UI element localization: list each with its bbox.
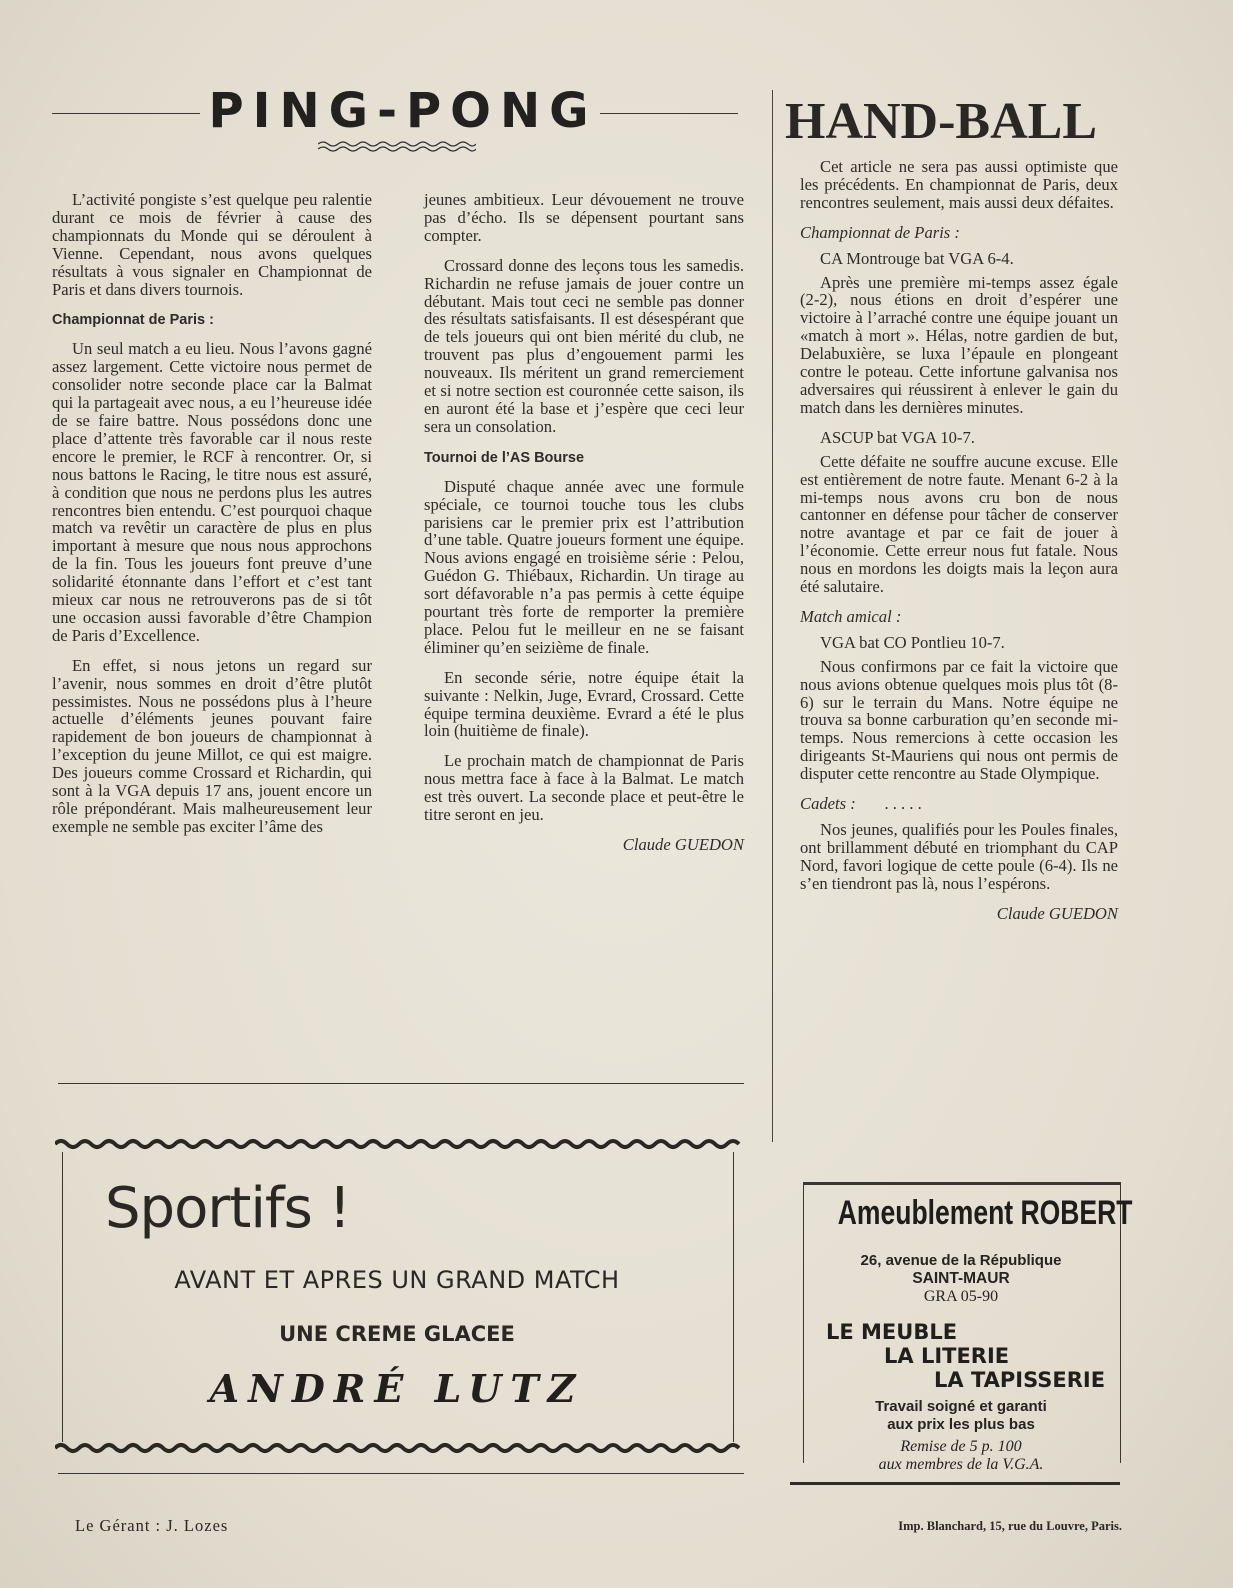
ad-item: LE MEUBLE [826, 1320, 958, 1344]
wave-ornament [318, 140, 476, 154]
ad-brand: ANDRÉ LUTZ [209, 1366, 585, 1411]
section-heading [800, 795, 1118, 813]
pingpong-column-2 [424, 191, 744, 866]
section-heading [800, 608, 1118, 626]
pingpong-column-1 [52, 191, 372, 848]
paragraph: Crossard donne des leçons tous les samedis. Richardin ne refuse jamais de jouer contre un débutant. Mais tout ceci ne semble pas donner des résultats satisfaisants. Il est désespérant que de tels joueurs qui ont bien mérité du club, ne trouvent pas plus d’engouement parmi les nouveaux. Ils méritent un grand remerciement et si notre section est couronnée cette saison, ils en auront été la base et j’espère que ceci leur sera un consolation. [424, 255, 744, 436]
heading-dots: . . . . . [884, 794, 923, 814]
author-signature: Claude GUEDON [622, 835, 744, 854]
match-result: VGA bat CO Pontlieu 10-7. [820, 632, 1005, 652]
footer-imprimeur: Imp. Blanchard, 15, rue du Louvre, Paris. [898, 1519, 1122, 1533]
ad-item: LA TAPISSERIE [934, 1368, 1106, 1392]
paragraph: En seconde série, notre équipe était la suivante : Nelkin, Juge, Evrard, Crossard. Cette équipe termina deuxième. Evrard a été le plus loin (huitième de finale). [424, 667, 744, 741]
section-divider [58, 1083, 744, 1084]
pingpong-title: PING-PONG [208, 83, 598, 139]
column-divider [772, 90, 773, 1142]
ad-robert-base-rule [790, 1482, 1120, 1485]
section-heading: Tournoi de l’AS Bourse [424, 449, 585, 466]
paragraph: Cette défaite ne souffre aucune excuse. Elle est entièrement de notre faute. Menant 6-2 à la mi-temps nous avons cru bon de nous cantonner en défense pour tâcher de conserver notre avantage et par ce fait de jouer à l’économie. Cette erreur nous fut fatale. Nous nous en mordons les doigts mais la leçon aura été salutaire. [800, 451, 1118, 597]
ad-item: LA LITERIE [884, 1344, 1010, 1368]
section-heading: Championnat de Paris : [800, 222, 960, 242]
paragraph: Nos jeunes, qualifiés pour les Poules finales, ont brillamment débuté en triomphant du CAP Nord, favori logique de cette poule (6-4). Ils ne s’en tiendront pas là, nous l’espérons. [800, 820, 1118, 893]
match-result: ASCUP bat VGA 10-7. [820, 427, 975, 447]
ad-discount-members: aux membres de la V.G.A. [878, 1456, 1044, 1473]
paragraph: Nous confirmons par ce fait la victoire que nous avions obtenue quelques mois plus tôt (8-6) sur le terrain du Mans. Notre équipe ne trouva sa bonne carburation qu’en seconde mi-temps. Nous remercions à cette occasion les dirigeants St-Mauriens qui nous ont permis de disputer cette rencontre au Stade Olympique. [800, 656, 1118, 784]
section-heading: Championnat de Paris : [52, 312, 214, 329]
ad-phone: GRA 05-90 [923, 1288, 999, 1305]
paragraph: En effet, si nous jetons un regard sur l’avenir, nous sommes en droit d’être plutôt pessimistes. Nous ne possédons plus à l’heure actuelle d’éléments jeunes pouvant faire rapidement de bon joueurs de championnat à l’exception du jeune Millot, ce qui est maigre. Des joueurs comme Crossard et Richardin, qui sont à la VGA depuis 17 ans, jouent encore un rôle prépondérant. Mais malheureusement leur exemple ne semble pas exciter l’âme des [52, 655, 372, 836]
ad-border-top [55, 1136, 745, 1152]
ad-city: SAINT-MAUR [912, 1270, 1010, 1287]
ad-robert-title: Ameublement ROBERT [837, 1194, 1133, 1232]
paragraph: Disputé chaque année avec une formule spéciale, ce tournoi touche tous les clubs parisiens car le premier prix est l’attribution d’une table. Quatre joueurs forment une équipe. Nous avions engagé en troisième série : Pelou, Guédon G. Thiébaux, Richardin. Un tirage au sort défavorable n’a pas permis à cette équipe pourtant très forte de remporter la première place. Pelou fut le meilleur en ne se faisant éliminer qu’en seizième de finale. [424, 476, 744, 657]
handball-title: HAND-BALL [785, 93, 1098, 150]
author-signature: Claude GUEDON [996, 903, 1118, 923]
section-heading-text: Match amical : [800, 606, 902, 626]
ad-address: 26, avenue de la République [860, 1252, 1062, 1269]
paragraph: Un seul match a eu lieu. Nous l’avons gagné assez largement. Cette victoire nous permet de consolider notre seconde place car la Balmat qui la partageait avec nous, a eu l’heureuse idée de se faire battre. Nous possédons donc une place d’attente très favorable car il nous reste encore le premier, le RCF à rencontrer. Or, si nous battons le Racing, le titre nous est assuré, à condition que nous ne perdons plus les autres rencontres bien entendu. C’est pourquoi chaque match va revêtir un caractère de plus en plus important à mesure que nous nous approchons de la fin. Tous les joueurs font preuve d’une solidarité étonnante dans l’effort et c’est tant mieux car nous ne retrouverons pas de si tôt une occasion aussi favorable d’être Champion de Paris d’Excellence. [52, 339, 372, 645]
match-result: CA Montrouge bat VGA 6-4. [820, 248, 1014, 268]
ad-price: aux prix les plus bas [887, 1416, 1035, 1433]
section-heading-text: Cadets : [800, 794, 856, 814]
title-rule-right [600, 113, 738, 114]
handball-column [800, 158, 1118, 935]
ad-product: UNE CREME GLACEE [279, 1322, 515, 1346]
ad-quality: Travail soigné et garanti [875, 1398, 1047, 1415]
paragraph: Cet article ne sera pas aussi optimiste que les précédents. En championnat de Paris, deux rencontres seulement, mais aussi deux défaites. [800, 157, 1118, 212]
footer-gerant: Le Gérant : J. Lozes [75, 1516, 229, 1535]
ad-headline: Sportifs ! [105, 1176, 351, 1241]
ad-discount: Remise de 5 p. 100 [900, 1438, 1022, 1455]
title-rule-left [52, 113, 200, 114]
ad-border-bottom [55, 1440, 745, 1456]
paragraph: Après une première mi-temps assez égale (2-2), nous étions en droit d’espérer une victoire à l’arraché contre une équipe jouant un «match à mort ». Hélas, notre gardien de but, Delabuxière, se luxa l’épaule en plongeant contre le poteau. Cette infortune galvanisa nos adversaires qui réussirent à enlever le gain du match dans les dernières minutes. [800, 272, 1118, 417]
paragraph: jeunes ambitieux. Leur dévouement ne trouve pas d’écho. Ils se dépensent pourtant sans compter. [424, 190, 744, 245]
paragraph: L’activité pongiste s’est quelque peu ralentie durant ce mois de février à cause des championnats du Monde qui se déroulent à Vienne. Cependant, nous avons quelques résultats à vous signaler en Championnat de Paris et dans divers tournois. [52, 190, 372, 299]
paragraph: Le prochain match de championnat de Paris nous mettra face à face à la Balmat. Le match est très ouvert. La seconde place et peut-être le titre seront en jeu. [424, 751, 744, 825]
ad-base-rule [58, 1473, 744, 1474]
ad-tagline: AVANT ET APRES UN GRAND MATCH [174, 1266, 620, 1294]
